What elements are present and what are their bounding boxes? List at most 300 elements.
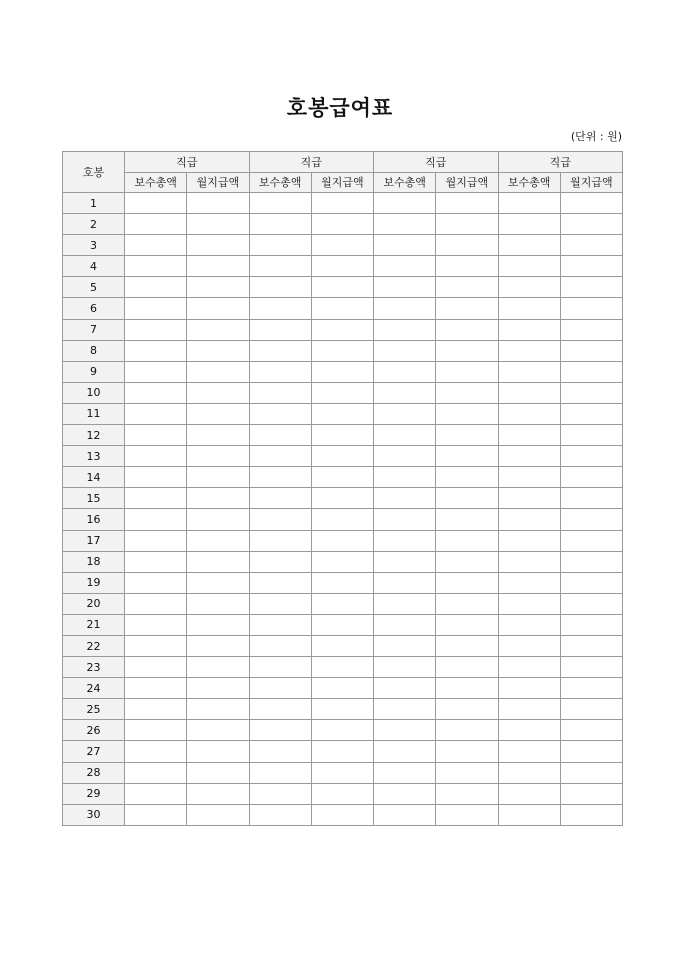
monthly-pay-cell[interactable] (436, 593, 498, 614)
table-row (63, 572, 623, 593)
total-pay-cell[interactable] (125, 635, 187, 656)
monthly-pay-header: 월지급액 (311, 172, 373, 193)
monthly-pay-cell[interactable] (311, 214, 373, 235)
total-pay-cell[interactable] (125, 277, 187, 298)
monthly-pay-cell[interactable] (436, 425, 498, 446)
monthly-pay-cell[interactable] (436, 214, 498, 235)
monthly-pay-cell[interactable] (560, 488, 622, 509)
monthly-pay-cell[interactable] (436, 235, 498, 256)
monthly-pay-cell[interactable] (311, 783, 373, 804)
total-pay-cell[interactable] (249, 340, 311, 361)
monthly-pay-cell[interactable] (311, 277, 373, 298)
total-pay-cell[interactable] (374, 635, 436, 656)
table-row (63, 319, 623, 340)
hobong-cell: 8 (63, 340, 125, 361)
grade-header: 직급 (498, 152, 623, 173)
total-pay-cell[interactable] (125, 720, 187, 741)
total-pay-cell[interactable] (374, 488, 436, 509)
total-pay-cell[interactable] (249, 783, 311, 804)
monthly-pay-cell[interactable] (187, 635, 249, 656)
hobong-cell: 6 (63, 298, 125, 319)
monthly-pay-cell[interactable] (311, 593, 373, 614)
total-pay-cell[interactable] (374, 551, 436, 572)
total-pay-cell[interactable] (249, 193, 311, 214)
monthly-pay-cell[interactable] (436, 551, 498, 572)
total-pay-cell[interactable] (125, 298, 187, 319)
monthly-pay-cell[interactable] (436, 572, 498, 593)
monthly-pay-cell[interactable] (436, 762, 498, 783)
hobong-cell: 10 (63, 382, 125, 403)
total-pay-cell[interactable] (498, 361, 560, 382)
total-pay-cell[interactable] (125, 403, 187, 424)
total-pay-cell[interactable] (374, 657, 436, 678)
monthly-pay-cell[interactable] (436, 741, 498, 762)
total-pay-cell[interactable] (249, 319, 311, 340)
monthly-pay-cell[interactable] (560, 530, 622, 551)
total-pay-cell[interactable] (125, 467, 187, 488)
total-pay-cell[interactable] (125, 488, 187, 509)
total-pay-cell[interactable] (374, 572, 436, 593)
hobong-cell: 16 (63, 509, 125, 530)
monthly-pay-cell[interactable] (436, 361, 498, 382)
hobong-cell: 21 (63, 614, 125, 635)
total-pay-cell[interactable] (249, 572, 311, 593)
grade-header: 직급 (249, 152, 374, 173)
monthly-pay-cell[interactable] (187, 235, 249, 256)
total-pay-cell[interactable] (498, 657, 560, 678)
monthly-pay-cell[interactable] (311, 446, 373, 467)
total-pay-cell[interactable] (498, 699, 560, 720)
total-pay-cell[interactable] (249, 593, 311, 614)
table-row (63, 783, 623, 804)
monthly-pay-cell[interactable] (187, 382, 249, 403)
monthly-pay-cell[interactable] (560, 235, 622, 256)
monthly-pay-cell[interactable] (187, 593, 249, 614)
total-pay-cell[interactable] (498, 762, 560, 783)
total-pay-cell[interactable] (249, 678, 311, 699)
total-pay-cell[interactable] (498, 635, 560, 656)
monthly-pay-cell[interactable] (187, 783, 249, 804)
total-pay-cell[interactable] (249, 298, 311, 319)
table-row (63, 551, 623, 572)
monthly-pay-cell[interactable] (311, 657, 373, 678)
monthly-pay-cell[interactable] (187, 699, 249, 720)
hobong-cell: 4 (63, 256, 125, 277)
table-row (63, 678, 623, 699)
total-pay-cell[interactable] (498, 551, 560, 572)
total-pay-cell[interactable] (249, 382, 311, 403)
total-pay-cell[interactable] (498, 193, 560, 214)
total-pay-cell[interactable] (374, 467, 436, 488)
total-pay-cell[interactable] (498, 593, 560, 614)
monthly-pay-cell[interactable] (560, 657, 622, 678)
hobong-cell: 14 (63, 467, 125, 488)
monthly-pay-cell[interactable] (560, 572, 622, 593)
monthly-pay-cell[interactable] (187, 530, 249, 551)
total-pay-cell[interactable] (498, 783, 560, 804)
monthly-pay-cell[interactable] (187, 804, 249, 825)
monthly-pay-cell[interactable] (560, 635, 622, 656)
total-pay-cell[interactable] (249, 720, 311, 741)
hobong-cell: 20 (63, 593, 125, 614)
table-row (63, 361, 623, 382)
monthly-pay-cell[interactable] (560, 509, 622, 530)
total-pay-cell[interactable] (374, 678, 436, 699)
total-pay-cell[interactable] (249, 741, 311, 762)
table-row (63, 298, 623, 319)
monthly-pay-cell[interactable] (560, 467, 622, 488)
monthly-pay-cell[interactable] (560, 340, 622, 361)
hobong-cell: 22 (63, 635, 125, 656)
total-pay-cell[interactable] (374, 340, 436, 361)
total-pay-cell[interactable] (498, 446, 560, 467)
monthly-pay-cell[interactable] (560, 678, 622, 699)
total-pay-cell[interactable] (125, 382, 187, 403)
monthly-pay-header: 월지급액 (436, 172, 498, 193)
total-pay-cell[interactable] (498, 572, 560, 593)
total-pay-cell[interactable] (374, 446, 436, 467)
table-row (63, 235, 623, 256)
total-pay-cell[interactable] (374, 720, 436, 741)
monthly-pay-cell[interactable] (436, 678, 498, 699)
monthly-pay-cell[interactable] (311, 572, 373, 593)
total-pay-cell[interactable] (125, 319, 187, 340)
monthly-pay-header: 월지급액 (560, 172, 622, 193)
monthly-pay-cell[interactable] (187, 214, 249, 235)
total-pay-cell[interactable] (249, 425, 311, 446)
total-pay-cell[interactable] (498, 488, 560, 509)
total-pay-cell[interactable] (249, 530, 311, 551)
total-pay-cell[interactable] (125, 657, 187, 678)
total-pay-cell[interactable] (374, 319, 436, 340)
total-pay-cell[interactable] (125, 530, 187, 551)
total-pay-cell[interactable] (498, 214, 560, 235)
table-row (63, 488, 623, 509)
monthly-pay-cell[interactable] (560, 277, 622, 298)
total-pay-cell[interactable] (498, 614, 560, 635)
monthly-pay-cell[interactable] (560, 783, 622, 804)
table-row (63, 446, 623, 467)
monthly-pay-cell[interactable] (560, 762, 622, 783)
total-pay-cell[interactable] (125, 741, 187, 762)
monthly-pay-cell[interactable] (436, 614, 498, 635)
monthly-pay-cell[interactable] (187, 403, 249, 424)
grade-header: 직급 (374, 152, 499, 173)
monthly-pay-cell[interactable] (560, 804, 622, 825)
table-row (63, 741, 623, 762)
total-pay-cell[interactable] (125, 193, 187, 214)
total-pay-cell[interactable] (249, 762, 311, 783)
total-pay-cell[interactable] (249, 235, 311, 256)
monthly-pay-cell[interactable] (311, 762, 373, 783)
monthly-pay-cell[interactable] (187, 425, 249, 446)
group-header-row (63, 152, 623, 173)
total-pay-cell[interactable] (374, 298, 436, 319)
monthly-pay-cell[interactable] (436, 783, 498, 804)
monthly-pay-cell[interactable] (560, 214, 622, 235)
monthly-pay-cell[interactable] (436, 720, 498, 741)
total-pay-cell[interactable] (374, 783, 436, 804)
monthly-pay-cell[interactable] (187, 762, 249, 783)
total-pay-cell[interactable] (498, 804, 560, 825)
total-pay-cell[interactable] (125, 572, 187, 593)
monthly-pay-cell[interactable] (311, 530, 373, 551)
total-pay-cell[interactable] (374, 361, 436, 382)
total-pay-cell[interactable] (374, 741, 436, 762)
total-pay-cell[interactable] (498, 277, 560, 298)
total-pay-cell[interactable] (249, 551, 311, 572)
total-pay-cell[interactable] (125, 446, 187, 467)
total-pay-cell[interactable] (125, 614, 187, 635)
monthly-pay-cell[interactable] (311, 699, 373, 720)
total-pay-cell[interactable] (249, 214, 311, 235)
total-pay-cell[interactable] (374, 762, 436, 783)
total-pay-cell[interactable] (125, 699, 187, 720)
monthly-pay-cell[interactable] (436, 193, 498, 214)
hobong-cell: 18 (63, 551, 125, 572)
total-pay-cell[interactable] (374, 382, 436, 403)
total-pay-cell[interactable] (125, 509, 187, 530)
total-pay-cell[interactable] (498, 509, 560, 530)
hobong-cell: 2 (63, 214, 125, 235)
monthly-pay-cell[interactable] (436, 509, 498, 530)
hobong-cell: 1 (63, 193, 125, 214)
monthly-pay-cell[interactable] (311, 614, 373, 635)
total-pay-cell[interactable] (374, 277, 436, 298)
monthly-pay-cell[interactable] (560, 256, 622, 277)
monthly-pay-cell[interactable] (187, 741, 249, 762)
hobong-cell: 25 (63, 699, 125, 720)
total-pay-cell[interactable] (249, 403, 311, 424)
total-pay-cell[interactable] (249, 277, 311, 298)
total-pay-cell[interactable] (498, 340, 560, 361)
total-pay-cell[interactable] (249, 657, 311, 678)
table-row (63, 467, 623, 488)
table-row (63, 699, 623, 720)
total-pay-cell[interactable] (374, 509, 436, 530)
monthly-pay-cell[interactable] (560, 741, 622, 762)
monthly-pay-cell[interactable] (436, 530, 498, 551)
hobong-header: 호봉 (63, 152, 125, 193)
monthly-pay-cell[interactable] (187, 509, 249, 530)
monthly-pay-cell[interactable] (311, 678, 373, 699)
monthly-pay-cell[interactable] (436, 804, 498, 825)
table-row (63, 804, 623, 825)
hobong-cell: 9 (63, 361, 125, 382)
hobong-cell: 17 (63, 530, 125, 551)
monthly-pay-cell[interactable] (187, 467, 249, 488)
total-pay-cell[interactable] (498, 530, 560, 551)
table-row (63, 214, 623, 235)
monthly-pay-cell[interactable] (187, 488, 249, 509)
total-pay-cell[interactable] (374, 403, 436, 424)
hobong-cell: 15 (63, 488, 125, 509)
hobong-cell: 11 (63, 403, 125, 424)
total-pay-cell[interactable] (125, 804, 187, 825)
monthly-pay-cell[interactable] (311, 551, 373, 572)
monthly-pay-cell[interactable] (187, 678, 249, 699)
total-pay-cell[interactable] (125, 361, 187, 382)
hobong-cell: 23 (63, 657, 125, 678)
monthly-pay-cell[interactable] (560, 425, 622, 446)
total-pay-cell[interactable] (374, 193, 436, 214)
total-pay-cell[interactable] (498, 235, 560, 256)
monthly-pay-cell[interactable] (187, 614, 249, 635)
total-pay-cell[interactable] (374, 699, 436, 720)
hobong-cell: 19 (63, 572, 125, 593)
monthly-pay-cell[interactable] (311, 720, 373, 741)
monthly-pay-cell[interactable] (436, 277, 498, 298)
total-pay-cell[interactable] (374, 614, 436, 635)
total-pay-cell[interactable] (125, 783, 187, 804)
total-pay-cell[interactable] (249, 804, 311, 825)
total-pay-cell[interactable] (125, 256, 187, 277)
monthly-pay-cell[interactable] (560, 614, 622, 635)
monthly-pay-cell[interactable] (187, 446, 249, 467)
monthly-pay-cell[interactable] (187, 657, 249, 678)
total-pay-cell[interactable] (249, 467, 311, 488)
table-row (63, 530, 623, 551)
total-pay-cell[interactable] (498, 720, 560, 741)
monthly-pay-cell[interactable] (311, 467, 373, 488)
monthly-pay-cell[interactable] (436, 298, 498, 319)
total-pay-cell[interactable] (249, 446, 311, 467)
hobong-cell: 5 (63, 277, 125, 298)
total-pay-cell[interactable] (249, 488, 311, 509)
monthly-pay-cell[interactable] (187, 298, 249, 319)
monthly-pay-cell[interactable] (560, 720, 622, 741)
monthly-pay-cell[interactable] (436, 488, 498, 509)
monthly-pay-cell[interactable] (560, 298, 622, 319)
total-pay-cell[interactable] (374, 593, 436, 614)
total-pay-cell[interactable] (498, 741, 560, 762)
total-pay-cell[interactable] (374, 530, 436, 551)
total-pay-cell[interactable] (498, 256, 560, 277)
total-pay-cell[interactable] (498, 403, 560, 424)
monthly-pay-cell[interactable] (187, 551, 249, 572)
total-pay-header: 보수총액 (498, 172, 560, 193)
monthly-pay-cell[interactable] (311, 635, 373, 656)
monthly-pay-cell[interactable] (560, 551, 622, 572)
monthly-pay-cell[interactable] (311, 488, 373, 509)
monthly-pay-cell[interactable] (311, 298, 373, 319)
monthly-pay-cell[interactable] (187, 361, 249, 382)
monthly-pay-cell[interactable] (311, 509, 373, 530)
total-pay-cell[interactable] (125, 214, 187, 235)
monthly-pay-cell[interactable] (560, 699, 622, 720)
total-pay-cell[interactable] (374, 425, 436, 446)
table-row (63, 425, 623, 446)
monthly-pay-cell[interactable] (436, 635, 498, 656)
grade-header: 직급 (125, 152, 250, 173)
total-pay-cell[interactable] (125, 425, 187, 446)
monthly-pay-cell[interactable] (311, 403, 373, 424)
monthly-pay-cell[interactable] (311, 235, 373, 256)
unit-note: (단위 : 원) (570, 130, 622, 143)
table-row (63, 277, 623, 298)
monthly-pay-cell[interactable] (187, 319, 249, 340)
total-pay-cell[interactable] (125, 762, 187, 783)
total-pay-cell[interactable] (125, 593, 187, 614)
total-pay-cell[interactable] (498, 298, 560, 319)
monthly-pay-cell[interactable] (436, 446, 498, 467)
monthly-pay-cell[interactable] (311, 804, 373, 825)
monthly-pay-cell[interactable] (311, 361, 373, 382)
hobong-cell: 12 (63, 425, 125, 446)
monthly-pay-cell[interactable] (436, 382, 498, 403)
monthly-pay-cell[interactable] (187, 340, 249, 361)
monthly-pay-cell[interactable] (436, 657, 498, 678)
monthly-pay-cell[interactable] (560, 446, 622, 467)
monthly-pay-cell[interactable] (436, 340, 498, 361)
hobong-cell: 3 (63, 235, 125, 256)
hobong-cell: 13 (63, 446, 125, 467)
total-pay-cell[interactable] (249, 361, 311, 382)
total-pay-cell[interactable] (249, 256, 311, 277)
table-row (63, 593, 623, 614)
hobong-cell: 26 (63, 720, 125, 741)
total-pay-cell[interactable] (498, 467, 560, 488)
hobong-cell: 28 (63, 762, 125, 783)
total-pay-cell[interactable] (374, 214, 436, 235)
monthly-pay-cell[interactable] (187, 720, 249, 741)
total-pay-cell[interactable] (498, 382, 560, 403)
monthly-pay-cell[interactable] (311, 193, 373, 214)
monthly-pay-cell[interactable] (187, 277, 249, 298)
monthly-pay-cell[interactable] (311, 741, 373, 762)
monthly-pay-cell[interactable] (436, 256, 498, 277)
hobong-cell: 24 (63, 678, 125, 699)
monthly-pay-cell[interactable] (187, 572, 249, 593)
monthly-pay-cell[interactable] (560, 403, 622, 424)
monthly-pay-cell[interactable] (436, 467, 498, 488)
monthly-pay-cell[interactable] (560, 593, 622, 614)
total-pay-cell[interactable] (374, 235, 436, 256)
monthly-pay-cell[interactable] (311, 256, 373, 277)
monthly-pay-cell[interactable] (187, 193, 249, 214)
total-pay-cell[interactable] (249, 635, 311, 656)
total-pay-cell[interactable] (498, 678, 560, 699)
total-pay-cell[interactable] (125, 235, 187, 256)
monthly-pay-cell[interactable] (311, 340, 373, 361)
table-row (63, 403, 623, 424)
monthly-pay-cell[interactable] (436, 403, 498, 424)
monthly-pay-cell[interactable] (311, 319, 373, 340)
monthly-pay-cell[interactable] (311, 425, 373, 446)
total-pay-cell[interactable] (125, 678, 187, 699)
monthly-pay-cell[interactable] (560, 193, 622, 214)
total-pay-cell[interactable] (498, 425, 560, 446)
total-pay-cell[interactable] (249, 614, 311, 635)
total-pay-cell[interactable] (125, 340, 187, 361)
table-row (63, 635, 623, 656)
monthly-pay-cell[interactable] (560, 361, 622, 382)
monthly-pay-cell[interactable] (560, 319, 622, 340)
total-pay-cell[interactable] (374, 256, 436, 277)
monthly-pay-cell[interactable] (560, 382, 622, 403)
monthly-pay-cell[interactable] (311, 382, 373, 403)
monthly-pay-cell[interactable] (436, 699, 498, 720)
total-pay-cell[interactable] (249, 509, 311, 530)
monthly-pay-cell[interactable] (187, 256, 249, 277)
total-pay-cell[interactable] (125, 551, 187, 572)
total-pay-cell[interactable] (249, 699, 311, 720)
table-row (63, 340, 623, 361)
total-pay-cell[interactable] (374, 804, 436, 825)
total-pay-cell[interactable] (498, 319, 560, 340)
monthly-pay-cell[interactable] (436, 319, 498, 340)
table-row (63, 509, 623, 530)
